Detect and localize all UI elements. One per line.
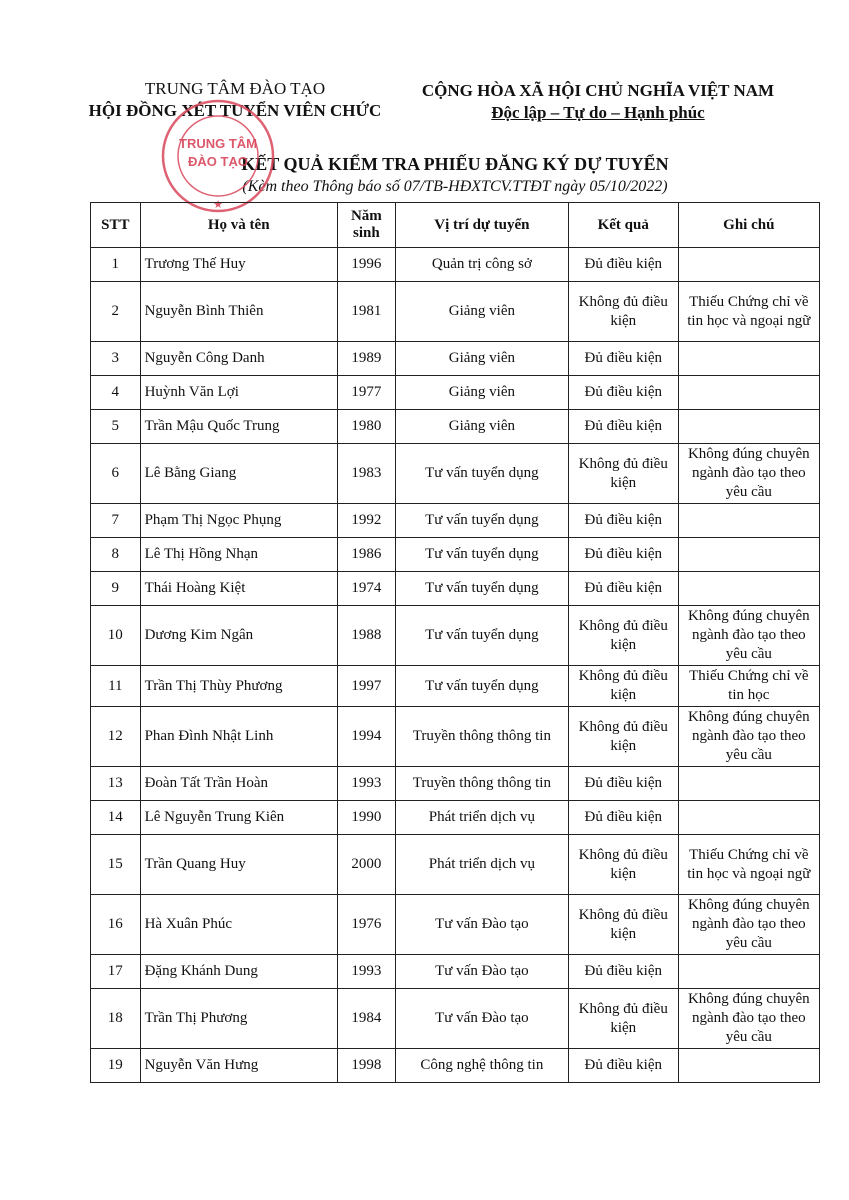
cell-position: Giảng viên <box>395 342 568 376</box>
cell-note: Thiếu Chứng chỉ về tin học và ngoại ngữ <box>678 835 819 895</box>
cell-position: Giảng viên <box>395 410 568 444</box>
cell-name: Đặng Khánh Dung <box>140 955 337 989</box>
cell-position: Quản trị công sở <box>395 248 568 282</box>
cell-result: Đủ điều kiện <box>568 1049 678 1083</box>
table-row <box>91 538 820 572</box>
table-row <box>91 504 820 538</box>
table-row <box>91 895 820 955</box>
cell-name: Thái Hoàng Kiệt <box>140 572 337 606</box>
table-row <box>91 410 820 444</box>
national-motto-block <box>418 80 778 124</box>
cell-year: 1993 <box>337 767 395 801</box>
table-row <box>91 376 820 410</box>
cell-result: Không đủ điều kiện <box>568 835 678 895</box>
cell-year: 1980 <box>337 410 395 444</box>
cell-result: Đủ điều kiện <box>568 572 678 606</box>
cell-year: 1981 <box>337 282 395 342</box>
cell-stt: 17 <box>91 955 141 989</box>
table-row <box>91 707 820 767</box>
cell-stt: 18 <box>91 989 141 1049</box>
cell-name: Trần Mậu Quốc Trung <box>140 410 337 444</box>
cell-year: 1990 <box>337 801 395 835</box>
cell-result: Đủ điều kiện <box>568 342 678 376</box>
table-row <box>91 666 820 707</box>
cell-name: Phan Đình Nhật Linh <box>140 707 337 767</box>
cell-position: Phát triển dịch vụ <box>395 801 568 835</box>
cell-stt: 13 <box>91 767 141 801</box>
cell-year: 1993 <box>337 955 395 989</box>
stamp-star-icon: ★ <box>213 199 223 211</box>
official-seal-stamp <box>148 96 288 214</box>
cell-note <box>678 955 819 989</box>
document-subtitle: (Kèm theo Thông báo số 07/TB-HĐXTCV.TTĐT ngày 05/10/2022) <box>242 178 668 195</box>
issuer-organization: TRUNG TÂM ĐÀO TẠO <box>144 79 326 98</box>
cell-note <box>678 801 819 835</box>
cell-note: Không đúng chuyên ngành đào tạo theo yêu cầu <box>678 895 819 955</box>
cell-note <box>678 1049 819 1083</box>
cell-name: Phạm Thị Ngọc Phụng <box>140 504 337 538</box>
table-body <box>91 248 820 1083</box>
cell-year: 1984 <box>337 989 395 1049</box>
cell-name: Trần Thị Phương <box>140 989 337 1049</box>
table-header-row <box>91 203 820 248</box>
cell-stt: 16 <box>91 895 141 955</box>
cell-result: Không đủ điều kiện <box>568 707 678 767</box>
table-row <box>91 835 820 895</box>
stamp-text-line2: ĐÀO TẠO <box>188 154 248 169</box>
cell-name: Trần Thị Thùy Phương <box>140 666 337 707</box>
cell-position: Giảng viên <box>395 376 568 410</box>
header-year: Năm sinh <box>337 203 395 248</box>
header-name: Họ và tên <box>140 203 337 248</box>
header-note: Ghi chú <box>678 203 819 248</box>
cell-result: Đủ điều kiện <box>568 955 678 989</box>
table-row <box>91 989 820 1049</box>
stamp-text-line1: TRUNG TÂM <box>179 136 257 151</box>
cell-position: Tư vấn tuyển dụng <box>395 572 568 606</box>
cell-position: Tư vấn Đào tạo <box>395 989 568 1049</box>
cell-result: Không đủ điều kiện <box>568 895 678 955</box>
cell-position: Công nghệ thông tin <box>395 1049 568 1083</box>
cell-position: Phát triển dịch vụ <box>395 835 568 895</box>
cell-note <box>678 538 819 572</box>
cell-stt: 6 <box>91 444 141 504</box>
table-row <box>91 282 820 342</box>
cell-year: 1977 <box>337 376 395 410</box>
table-row <box>91 342 820 376</box>
cell-name: Dương Kim Ngân <box>140 606 337 666</box>
cell-name: Nguyễn Văn Hưng <box>140 1049 337 1083</box>
cell-position: Giảng viên <box>395 282 568 342</box>
cell-result: Không đủ điều kiện <box>568 989 678 1049</box>
cell-name: Lê Bằng Giang <box>140 444 337 504</box>
cell-year: 2000 <box>337 835 395 895</box>
cell-note <box>678 410 819 444</box>
cell-result: Đủ điều kiện <box>568 801 678 835</box>
cell-stt: 5 <box>91 410 141 444</box>
cell-year: 1974 <box>337 572 395 606</box>
cell-note <box>678 572 819 606</box>
cell-stt: 19 <box>91 1049 141 1083</box>
issuer-council: HỘI ĐỒNG XÉT TUYỂN VIÊN CHỨC <box>88 101 382 120</box>
cell-name: Nguyễn Công Danh <box>140 342 337 376</box>
cell-note: Không đúng chuyên ngành đào tạo theo yêu cầu <box>678 444 819 504</box>
cell-stt: 4 <box>91 376 141 410</box>
cell-name: Hà Xuân Phúc <box>140 895 337 955</box>
cell-note: Thiếu Chứng chỉ về tin học và ngoại ngữ <box>678 282 819 342</box>
cell-result: Không đủ điều kiện <box>568 282 678 342</box>
cell-note: Không đúng chuyên ngành đào tạo theo yêu cầu <box>678 606 819 666</box>
cell-position: Tư vấn tuyển dụng <box>395 538 568 572</box>
cell-position: Tư vấn tuyển dụng <box>395 666 568 707</box>
table-row <box>91 248 820 282</box>
cell-result: Đủ điều kiện <box>568 538 678 572</box>
cell-position: Tư vấn Đào tạo <box>395 895 568 955</box>
cell-result: Đủ điều kiện <box>568 504 678 538</box>
header-stt: STT <box>91 203 141 248</box>
cell-stt: 9 <box>91 572 141 606</box>
cell-note <box>678 767 819 801</box>
table-row <box>91 767 820 801</box>
table-row <box>91 955 820 989</box>
cell-note: Không đúng chuyên ngành đào tạo theo yêu cầu <box>678 707 819 767</box>
cell-year: 1988 <box>337 606 395 666</box>
cell-name: Trương Thế Huy <box>140 248 337 282</box>
cell-result: Đủ điều kiện <box>568 410 678 444</box>
cell-year: 1992 <box>337 504 395 538</box>
cell-year: 1976 <box>337 895 395 955</box>
cell-name: Lê Nguyễn Trung Kiên <box>140 801 337 835</box>
cell-result: Đủ điều kiện <box>568 376 678 410</box>
document-title: KẾT QUẢ KIỂM TRA PHIẾU ĐĂNG KÝ DỰ TUYỂN <box>241 154 669 174</box>
cell-stt: 2 <box>91 282 141 342</box>
cell-note: Không đúng chuyên ngành đào tạo theo yêu cầu <box>678 989 819 1049</box>
results-table <box>90 202 820 1083</box>
header-result: Kết quả <box>568 203 678 248</box>
cell-stt: 11 <box>91 666 141 707</box>
cell-year: 1994 <box>337 707 395 767</box>
national-motto: Độc lập – Tự do – Hạnh phúc <box>491 103 705 122</box>
cell-result: Đủ điều kiện <box>568 767 678 801</box>
cell-stt: 8 <box>91 538 141 572</box>
cell-note <box>678 376 819 410</box>
cell-name: Lê Thị Hồng Nhạn <box>140 538 337 572</box>
cell-year: 1989 <box>337 342 395 376</box>
cell-stt: 1 <box>91 248 141 282</box>
table-row <box>91 572 820 606</box>
cell-position: Tư vấn tuyển dụng <box>395 444 568 504</box>
cell-position: Tư vấn Đào tạo <box>395 955 568 989</box>
cell-note <box>678 248 819 282</box>
cell-stt: 14 <box>91 801 141 835</box>
cell-position: Tư vấn tuyển dụng <box>395 606 568 666</box>
cell-name: Trần Quang Huy <box>140 835 337 895</box>
cell-name: Huỳnh Văn Lợi <box>140 376 337 410</box>
cell-result: Đủ điều kiện <box>568 248 678 282</box>
cell-position: Truyền thông thông tin <box>395 767 568 801</box>
table-row <box>91 1049 820 1083</box>
table-row <box>91 606 820 666</box>
table-row <box>91 801 820 835</box>
cell-note: Thiếu Chứng chỉ về tin học <box>678 666 819 707</box>
table-row <box>91 444 820 504</box>
cell-note <box>678 504 819 538</box>
cell-note <box>678 342 819 376</box>
cell-name: Nguyễn Bình Thiên <box>140 282 337 342</box>
cell-stt: 12 <box>91 707 141 767</box>
cell-result: Không đủ điều kiện <box>568 666 678 707</box>
country-name: CỘNG HÒA XÃ HỘI CHỦ NGHĨA VIỆT NAM <box>421 81 775 100</box>
cell-result: Không đủ điều kiện <box>568 444 678 504</box>
header-position: Vị trí dự tuyển <box>395 203 568 248</box>
cell-name: Đoàn Tất Trần Hoàn <box>140 767 337 801</box>
cell-stt: 7 <box>91 504 141 538</box>
cell-stt: 10 <box>91 606 141 666</box>
cell-stt: 15 <box>91 835 141 895</box>
cell-position: Tư vấn tuyển dụng <box>395 504 568 538</box>
cell-year: 1998 <box>337 1049 395 1083</box>
cell-stt: 3 <box>91 342 141 376</box>
cell-position: Truyền thông thông tin <box>395 707 568 767</box>
cell-year: 1983 <box>337 444 395 504</box>
cell-year: 1986 <box>337 538 395 572</box>
cell-year: 1997 <box>337 666 395 707</box>
cell-result: Không đủ điều kiện <box>568 606 678 666</box>
cell-year: 1996 <box>337 248 395 282</box>
